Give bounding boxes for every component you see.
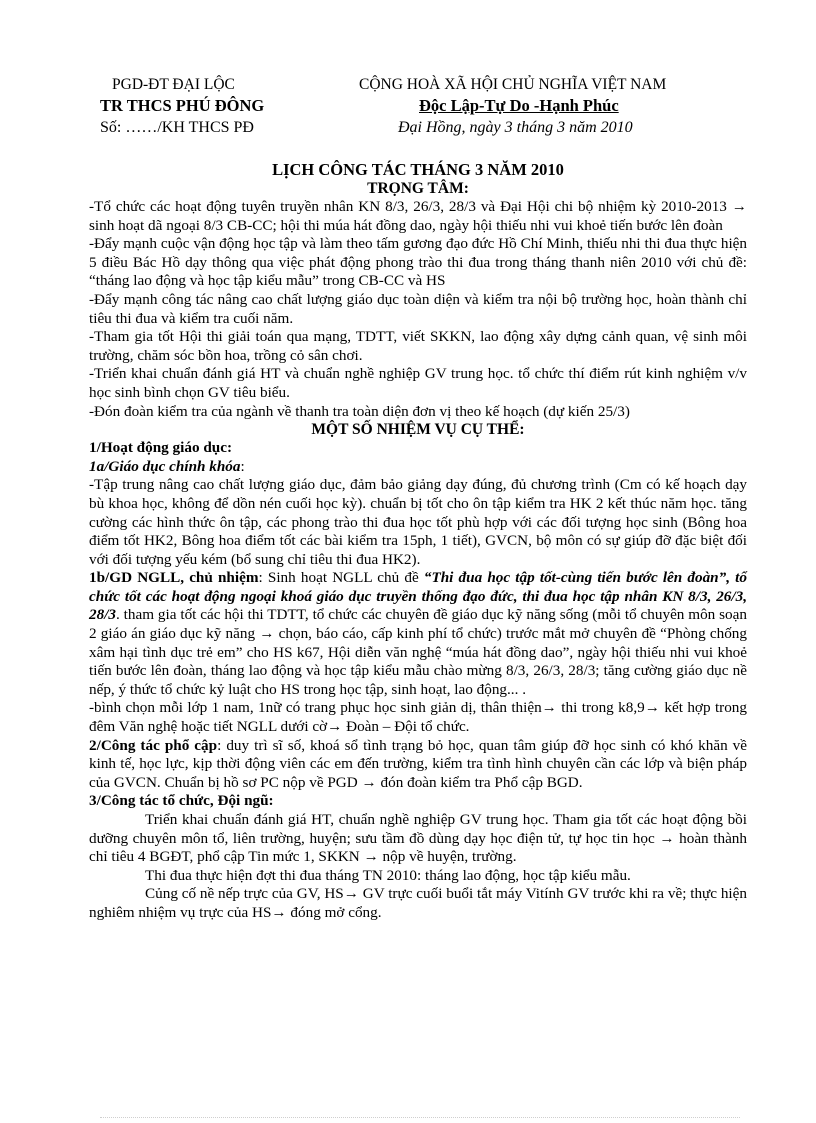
universalization-paragraph bbox=[89, 737, 747, 793]
subsection-curriculum-heading bbox=[89, 458, 747, 477]
organization-paragraph: Thi đua thực hiện đợt thi đua tháng TN 2010: tháng lao động, học tập kiểu mẫu. bbox=[145, 866, 631, 884]
section-heading-organization: 3/Công tác tổ chức, Đội ngũ: bbox=[89, 792, 274, 810]
uniform-paragraph: -bình chọn mỗi lớp 1 nam, 1nữ có trang phục học sinh giản dị, thân thiện→ thi trong k8,9→ kết hợp trong đêm Văn nghệ hoặc tiết NGLL dưới cờ→ Đoàn – Đội tổ chức. bbox=[89, 699, 747, 736]
focus-heading: TRỌNG TÂM: bbox=[367, 180, 469, 197]
focus-item: -Đẩy mạnh cuộc vận động học tập và làm theo tấm gương đạo đức Hồ Chí Minh, thiếu nhi thi đua thực hiện 5 điều Bác Hồ dạy thông qua việc phát động phong trào thi đua trong tháng thanh niên 2010 với chủ đề: “tháng lao động và học tập kiểu mẫu” trong CB-CC và HS bbox=[89, 235, 747, 290]
extracurricular-paragraph bbox=[89, 569, 747, 699]
paragraph-text: : duy trì sĩ số, khoá sổ tình trạng bỏ học, quan tâm giúp đỡ học sinh có khó khăn về kinh tế, học lực, kịp thời động viên các em đến trường, kiểm tra tình hình chuyên cần các lớp và biện pháp của GVCN. Chuẩn bị hồ sơ PC nộp về PGD → đón đoàn kiểm tra Phổ cập BGD. bbox=[89, 736, 748, 791]
focus-item: -Đón đoàn kiểm tra của ngành về thanh tra toàn diện đơn vị theo kế hoạch (dự kiến 25/3) bbox=[89, 402, 630, 420]
organization-paragraph: Củng cố nề nếp trực của GV, HS→ GV trực cuối buổi tắt máy Vitính GV trước khi ra về; thực hiện nghiêm nhiệm vụ trực của HS→ đóng mở cổng. bbox=[89, 885, 747, 921]
focus-item: -Triển khai chuẩn đánh giá HT và chuẩn nghề nghiệp GV trung học. tổ chức thí điểm rút kinh nghiệm v/v học sinh bình chọn GV tiêu biểu. bbox=[89, 365, 747, 401]
page-divider bbox=[100, 1117, 740, 1118]
organization-paragraph: Triển khai chuẩn đánh giá HT, chuẩn nghề nghiệp GV trung học. Tham gia tốt các hoạt động bồi dưỡng chuyên môn tổ, liên trường, huyện; sưu tầm đồ dùng dạy học điện tử, tự học tin học → hoàn thành chỉ tiêu 4 BGĐT, phổ cập Tin mức 1, SKKN → nộp về huyện, trường. bbox=[89, 811, 747, 866]
national-motto: Độc Lập-Tự Do -Hạnh Phúc bbox=[419, 96, 619, 115]
document-number: Số: ……/KH THCS PĐ bbox=[100, 119, 254, 136]
focus-item: -Tổ chức các hoạt động tuyên truyền nhân KN 8/3, 26/3, 28/3 và Đại Hội chi bộ nhiệm kỳ 2010-2013 → sinh hoạt dã ngoại 8/3 CB-CC; hội thi múa hát đồng dao, ngày hội thiếu nhi vui khoẻ tiến bước lên đoàn bbox=[89, 198, 747, 234]
subsection-label: 1a/Giáo dục chính khóa bbox=[89, 457, 241, 475]
national-title: CỘNG HOÀ XÃ HỘI CHỦ NGHĨA VIỆT NAM bbox=[359, 76, 667, 93]
document-title: LỊCH CÔNG TÁC THÁNG 3 NĂM 2010 bbox=[272, 160, 564, 179]
paragraph-text: . tham gia tốt các hội thi TDTT, tổ chức các chuyên đề giáo dục kỹ năng sống (mỗi tổ chuyên môn soạn 2 giáo án giáo dục kỹ năng → chọn, báo cáo, cấp kinh phí tổ chức) trước mắt mở chuyên đề “Phòng chống xâm hại tình dục trẻ em” cho HS k67, Hội diễn văn nghệ “múa hát đồng dao”, ngày hội thiếu nhi vui khoẻ tiến bước lên đoàn, tháng lao động và học tập kiểu mẫu chào mừng 8/3, 26/3, 28/3; tăng cường giáo dục nề nếp, ý thức tổ chức kỷ luật cho HS trong học tập, sinh hoạt, lao động... . bbox=[89, 606, 747, 698]
section-label: 2/Công tác phổ cập bbox=[89, 736, 218, 754]
curriculum-paragraph: -Tập trung nâng cao chất lượng giáo dục, đảm bảo giảng dạy đúng, đủ chương trình (Cm có kế hoạch dạy bù khoa học, không để dồn nén cuối học kỳ). chuẩn bị tốt cho ôn tập kiểm tra HK 2 kết thúc năm học. tăng cường các hình thức ôn tập, các phong trào thi đua học tốt phù hợp với các đối tượng học sinh (Bông hoa điểm tốt HK2, Bông hoa điểm tốt các bài kiểm tra 15ph, 1 tiết), GVCN, bộ môn có sự giúp đỡ đặc biệt đối với đối tượng yếu kém (bổ sung chỉ tiêu thi đua HK2). bbox=[89, 476, 747, 568]
focus-item: -Đẩy mạnh công tác nâng cao chất lượng giáo dục toàn diện và kiểm tra nội bộ trường học, hoàn thành chỉ tiêu thi đua và kiểm tra cuối năm. bbox=[89, 290, 747, 327]
document-header bbox=[0, 76, 816, 142]
school-name: TR THCS PHÚ ĐÔNG bbox=[100, 96, 265, 115]
tasks-heading: MỘT SỐ NHIỆM VỤ CỤ THỂ: bbox=[311, 421, 525, 439]
date-line: Đại Hồng, ngày 3 tháng 3 năm 2010 bbox=[398, 119, 633, 136]
agency-name: PGD-ĐT ĐẠI LỘC bbox=[112, 76, 235, 93]
subsection-label: 1b/GD NGLL, chủ nhiệm bbox=[89, 569, 259, 587]
theme-text: “Thi đua học tập tốt-cùng tiến bước lên đoàn”, tổ chức tốt các hoạt động ngoại khoá giáo dục truyền thống đạo đức, thi đua học tập nhân KN 8/3, 26/3, 28/3 bbox=[89, 569, 747, 624]
focus-item: -Tham gia tốt Hội thi giải toán qua mạng, TDTT, viết SKKN, lao động xây dựng cảnh quan, vệ sinh môi trường, chăm sóc bồn hoa, trồng cỏ sân chơi. bbox=[89, 328, 747, 364]
section-heading-education: 1/Hoạt động giáo dục: bbox=[89, 439, 233, 457]
document-body bbox=[89, 160, 747, 923]
subsection-lead: : Sinh hoạt NGLL chủ đề bbox=[258, 569, 424, 587]
label-colon: : bbox=[240, 457, 245, 475]
